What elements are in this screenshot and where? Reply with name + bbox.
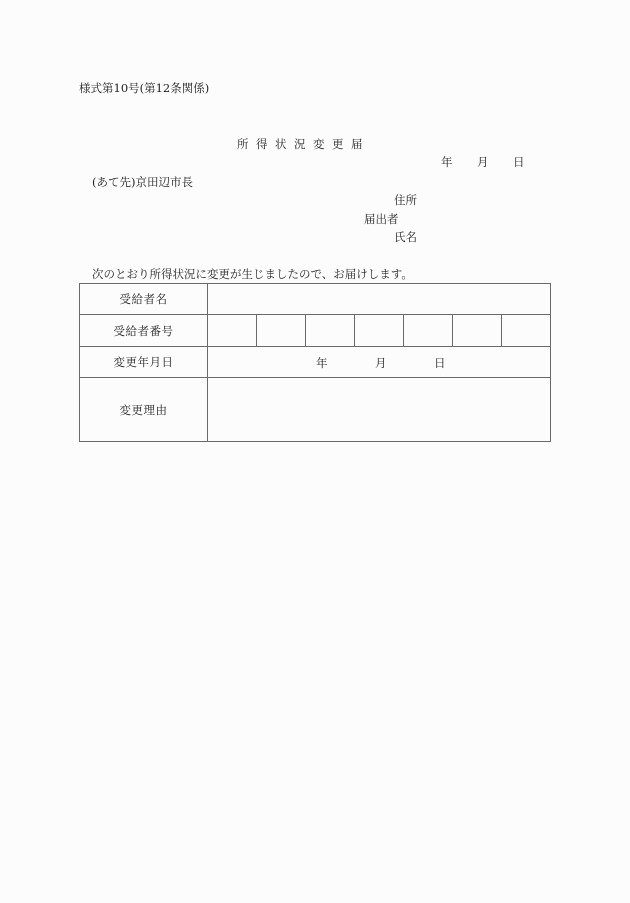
intro-text: 次のとおり所得状況に変更が生じましたので、お届けします。 (92, 267, 413, 281)
table-row-change-date (80, 347, 551, 378)
applicant-role-label: 届出者 (364, 212, 399, 226)
table-row-recipient-number (80, 315, 551, 347)
change-date-month-label: 月 (375, 356, 387, 370)
recipient-name-label: 受給者名 (80, 284, 208, 315)
recipient-number-digit-5[interactable] (403, 315, 452, 346)
applicant-address-label: 住所 (394, 193, 417, 207)
change-date-field[interactable] (208, 347, 551, 378)
addressee: (あて先)京田辺市長 (92, 175, 193, 189)
recipient-number-digit-6[interactable] (452, 315, 501, 346)
date-day-label: 日 (513, 155, 525, 169)
date-year-label: 年 (441, 155, 453, 169)
notification-form-table (79, 283, 551, 442)
table-row-change-reason (80, 378, 551, 442)
change-date-year-label: 年 (316, 356, 328, 370)
change-date-day-label: 日 (434, 356, 446, 370)
document-title: 所得状況変更届 (237, 137, 370, 151)
recipient-number-field (208, 315, 551, 347)
change-date-label: 変更年月日 (80, 347, 208, 378)
change-reason-field[interactable] (208, 378, 551, 442)
recipient-number-digit-4[interactable] (354, 315, 403, 346)
recipient-number-digit-7[interactable] (501, 315, 550, 346)
recipient-number-digit-2[interactable] (256, 315, 305, 346)
applicant-name-label: 氏名 (394, 230, 417, 244)
recipient-name-field[interactable] (208, 284, 551, 315)
form-number: 様式第10号(第12条関係) (79, 81, 210, 95)
table-row-recipient-name (80, 284, 551, 315)
recipient-number-digit-3[interactable] (305, 315, 354, 346)
recipient-number-label: 受給者番号 (80, 315, 208, 347)
recipient-number-digit-1[interactable] (208, 315, 256, 346)
date-month-label: 月 (477, 155, 489, 169)
change-reason-label: 変更理由 (80, 378, 208, 442)
